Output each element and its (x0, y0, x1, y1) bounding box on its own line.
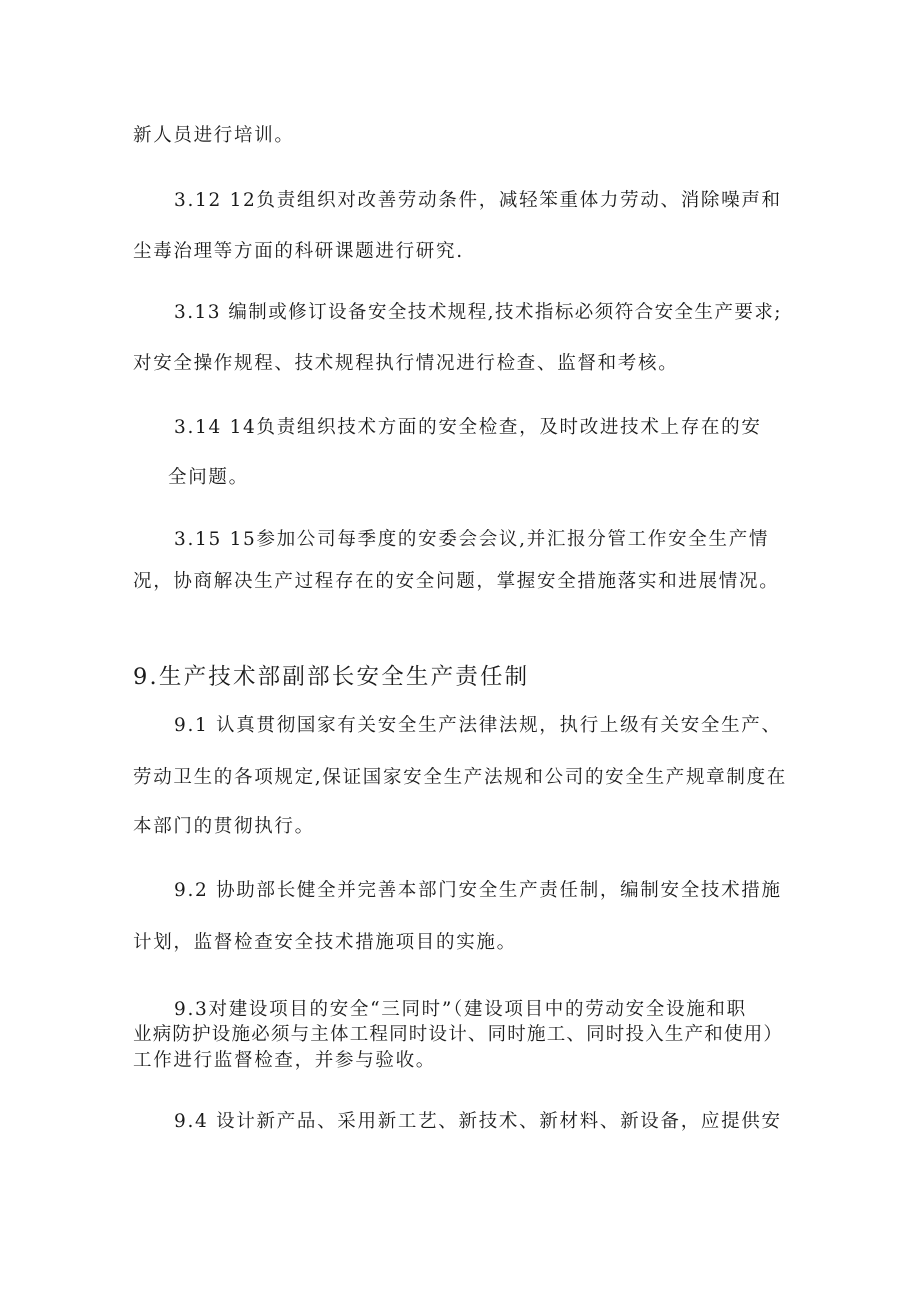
paragraph-9-4-line-1: 9.4 设计新产品、采用新工艺、新技术、新材料、新设备，应提供安 (174, 1111, 782, 1132)
paragraph-3-11-line-1: 新人员进行培训。 (133, 125, 295, 146)
paragraph-9-3-line-3: 工作进行监督检查，并参与验收。 (133, 1050, 437, 1071)
paragraph-9-2-line-1: 9.2 协助部长健全并完善本部门安全生产责任制，编制安全技术措施 (174, 880, 782, 901)
paragraph-3-15-line-2: 况，协商解决生产过程存在的安全问题，掌握安全措施落实和进展情况。 (133, 571, 780, 592)
paragraph-3-13-line-2: 对安全操作规程、技术规程执行情况进行检查、监督和考核。 (133, 353, 679, 374)
paragraph-9-3-line-1: 9.3对建设项目的安全“三同时”（建设项目中的劳动安全设施和职 (174, 999, 747, 1020)
paragraph-9-1-line-3: 本部门的贯彻执行。 (133, 816, 315, 837)
section-heading: 9.生产技术部副部长安全生产责任制 (133, 664, 530, 690)
paragraph-9-3-line-2: 业病防护设施必须与主体工程同时设计、同时施工、同时投入生产和使用） (133, 1024, 784, 1045)
paragraph-9-1-line-1: 9.1 认真贯彻国家有关安全生产法律法规，执行上级有关安全生产、 (174, 715, 782, 736)
paragraph-3-12-line-1: 3.12 12负责组织对改善劳动条件，减轻笨重体力劳动、消除噪声和 (174, 190, 782, 211)
paragraph-3-12-line-2: 尘毒治理等方面的科研课题进行研究. (133, 241, 464, 262)
paragraph-9-1-line-2: 劳动卫生的各项规定,保证国家安全生产法规和公司的安全生产规章制度在 (133, 767, 787, 788)
paragraph-9-2-line-2: 计划，监督检查安全技术措施项目的实施。 (133, 932, 517, 953)
paragraph-3-14-line-2: 全问题。 (168, 467, 249, 488)
paragraph-3-15-line-1: 3.15 15参加公司每季度的安委会会议,并汇报分管工作安全生产情 (174, 529, 770, 550)
paragraph-3-14-line-1: 3.14 14负责组织技术方面的安全检查，及时改进技术上存在的安 (174, 417, 762, 438)
paragraph-3-13-line-1: 3.13 编制或修订设备安全技术规程,技术指标必须符合安全生产要求; (174, 302, 782, 323)
